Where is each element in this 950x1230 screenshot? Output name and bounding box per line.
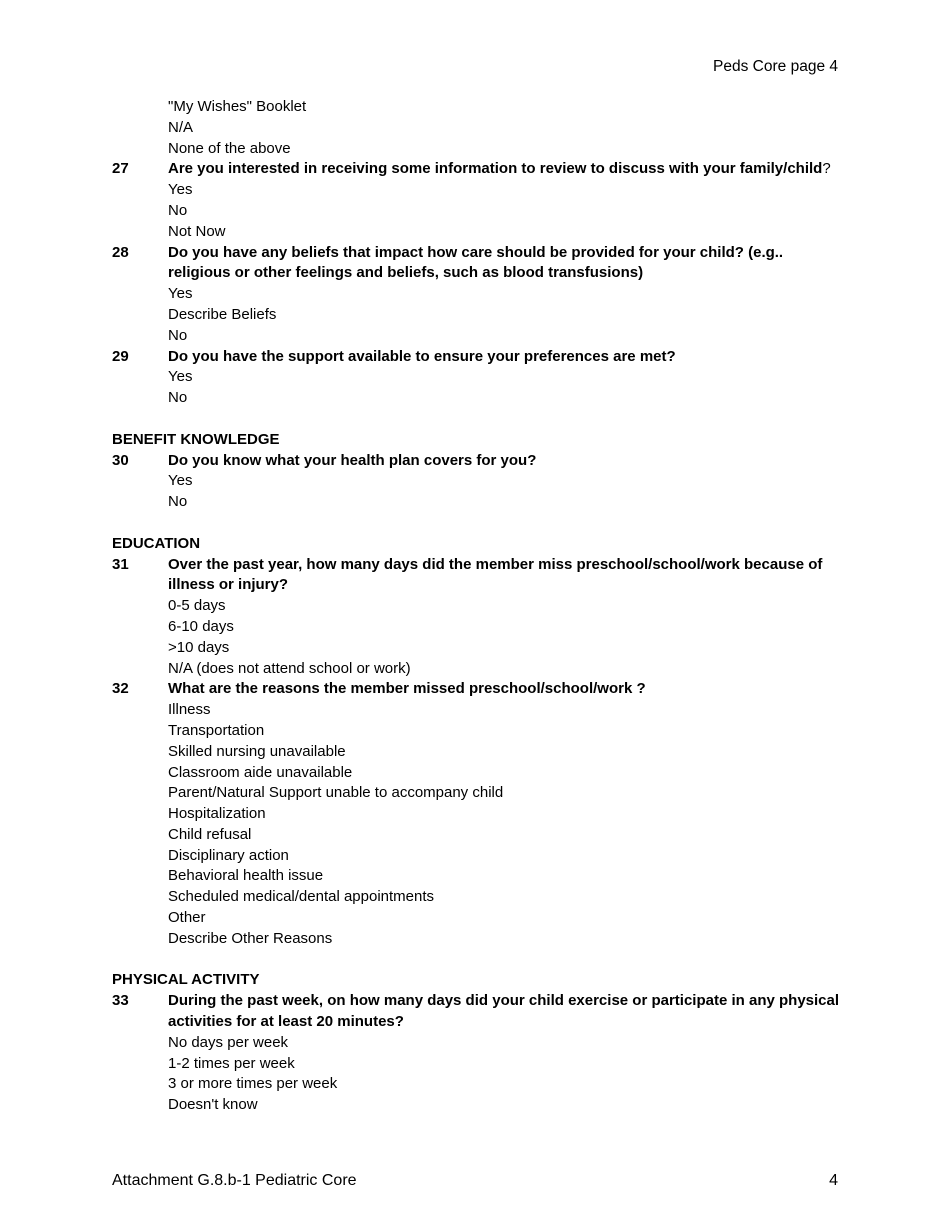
options-list [112,367,842,409]
question-text [168,159,842,180]
option: No [168,493,188,511]
question-text-main: Are you interested in receiving some information to review to discuss with your family/child [168,160,823,178]
options-list [112,700,842,950]
option: N/A [168,118,194,136]
option: Doesn't know [168,1096,258,1114]
option: No [168,201,188,219]
section-heading-education: EDUCATION [112,534,201,552]
option: Disciplinary action [168,846,289,864]
option: Yes [168,368,193,386]
options-list [112,596,842,679]
question-text: During the past week, on how many days did your child exercise or participate in any physical activities for at least 20 minutes? [168,992,840,1031]
question-text: Over the past year, how many days did the member miss preschool/school/work because of illness or injury? [168,555,823,594]
option: Yes [168,285,193,303]
question-text: What are the reasons the member missed preschool/school/work ? [168,680,646,698]
question-29 [112,347,842,368]
option: Describe Beliefs [168,305,277,323]
option: Not Now [168,222,226,240]
options-list [112,284,842,346]
question-number: 30 [112,451,129,469]
question-text: Do you know what your health plan covers for you? [168,451,537,469]
option: 6-10 days [168,617,234,635]
option: Classroom aide unavailable [168,763,353,781]
question-28 [112,243,842,285]
option: Yes [168,181,193,199]
option: Skilled nursing unavailable [168,742,346,760]
question-number: 27 [112,160,129,178]
option: Scheduled medical/dental appointments [168,888,435,906]
option: No [168,326,188,344]
option: >10 days [168,638,230,656]
section-heading-benefit-knowledge: BENEFIT KNOWLEDGE [112,430,280,448]
question-number: 29 [112,347,129,365]
question-text: Do you have any beliefs that impact how care should be provided for your child? (e.g.. religious or other feelings and beliefs, such as blood transfusions) [168,243,784,282]
option: No days per week [168,1033,289,1051]
question-number: 31 [112,555,129,573]
page-header: Peds Core page 4 [713,58,838,75]
option: Parent/Natural Support unable to accompany child [168,784,504,802]
question-31 [112,555,842,597]
footer-attachment-label: Attachment G.8.b-1 Pediatric Core [112,1172,357,1189]
option: Transportation [168,721,265,739]
option: Behavioral health issue [168,867,324,885]
option: Other [168,909,206,927]
question-number: 28 [112,243,129,261]
question-number: 32 [112,680,129,698]
question-text: Do you have the support available to ensure your preferences are met? [168,347,676,365]
option: 1-2 times per week [168,1054,295,1072]
section-heading-physical-activity: PHYSICAL ACTIVITY [112,971,260,989]
question-33 [112,991,842,1033]
option: "My Wishes" Booklet [168,98,307,115]
option: Illness [168,701,211,719]
options-list [112,1033,842,1116]
question-32 [112,679,842,700]
option: No [168,389,188,407]
questionnaire [112,97,842,1116]
option: Describe Other Reasons [168,929,333,947]
option: Child refusal [168,825,252,843]
option: Hospitalization [168,805,266,823]
options-list [112,471,842,513]
options-list [112,97,842,159]
option: None of the above [168,139,291,157]
option: Yes [168,472,193,490]
option: 3 or more times per week [168,1075,338,1093]
question-number: 33 [112,992,129,1010]
option: N/A (does not attend school or work) [168,659,411,677]
question-27 [112,159,842,180]
question-text-tail: ? [822,160,831,178]
question-30 [112,451,842,472]
options-list [112,180,842,242]
footer-page-number: 4 [829,1172,838,1189]
option: 0-5 days [168,597,226,615]
